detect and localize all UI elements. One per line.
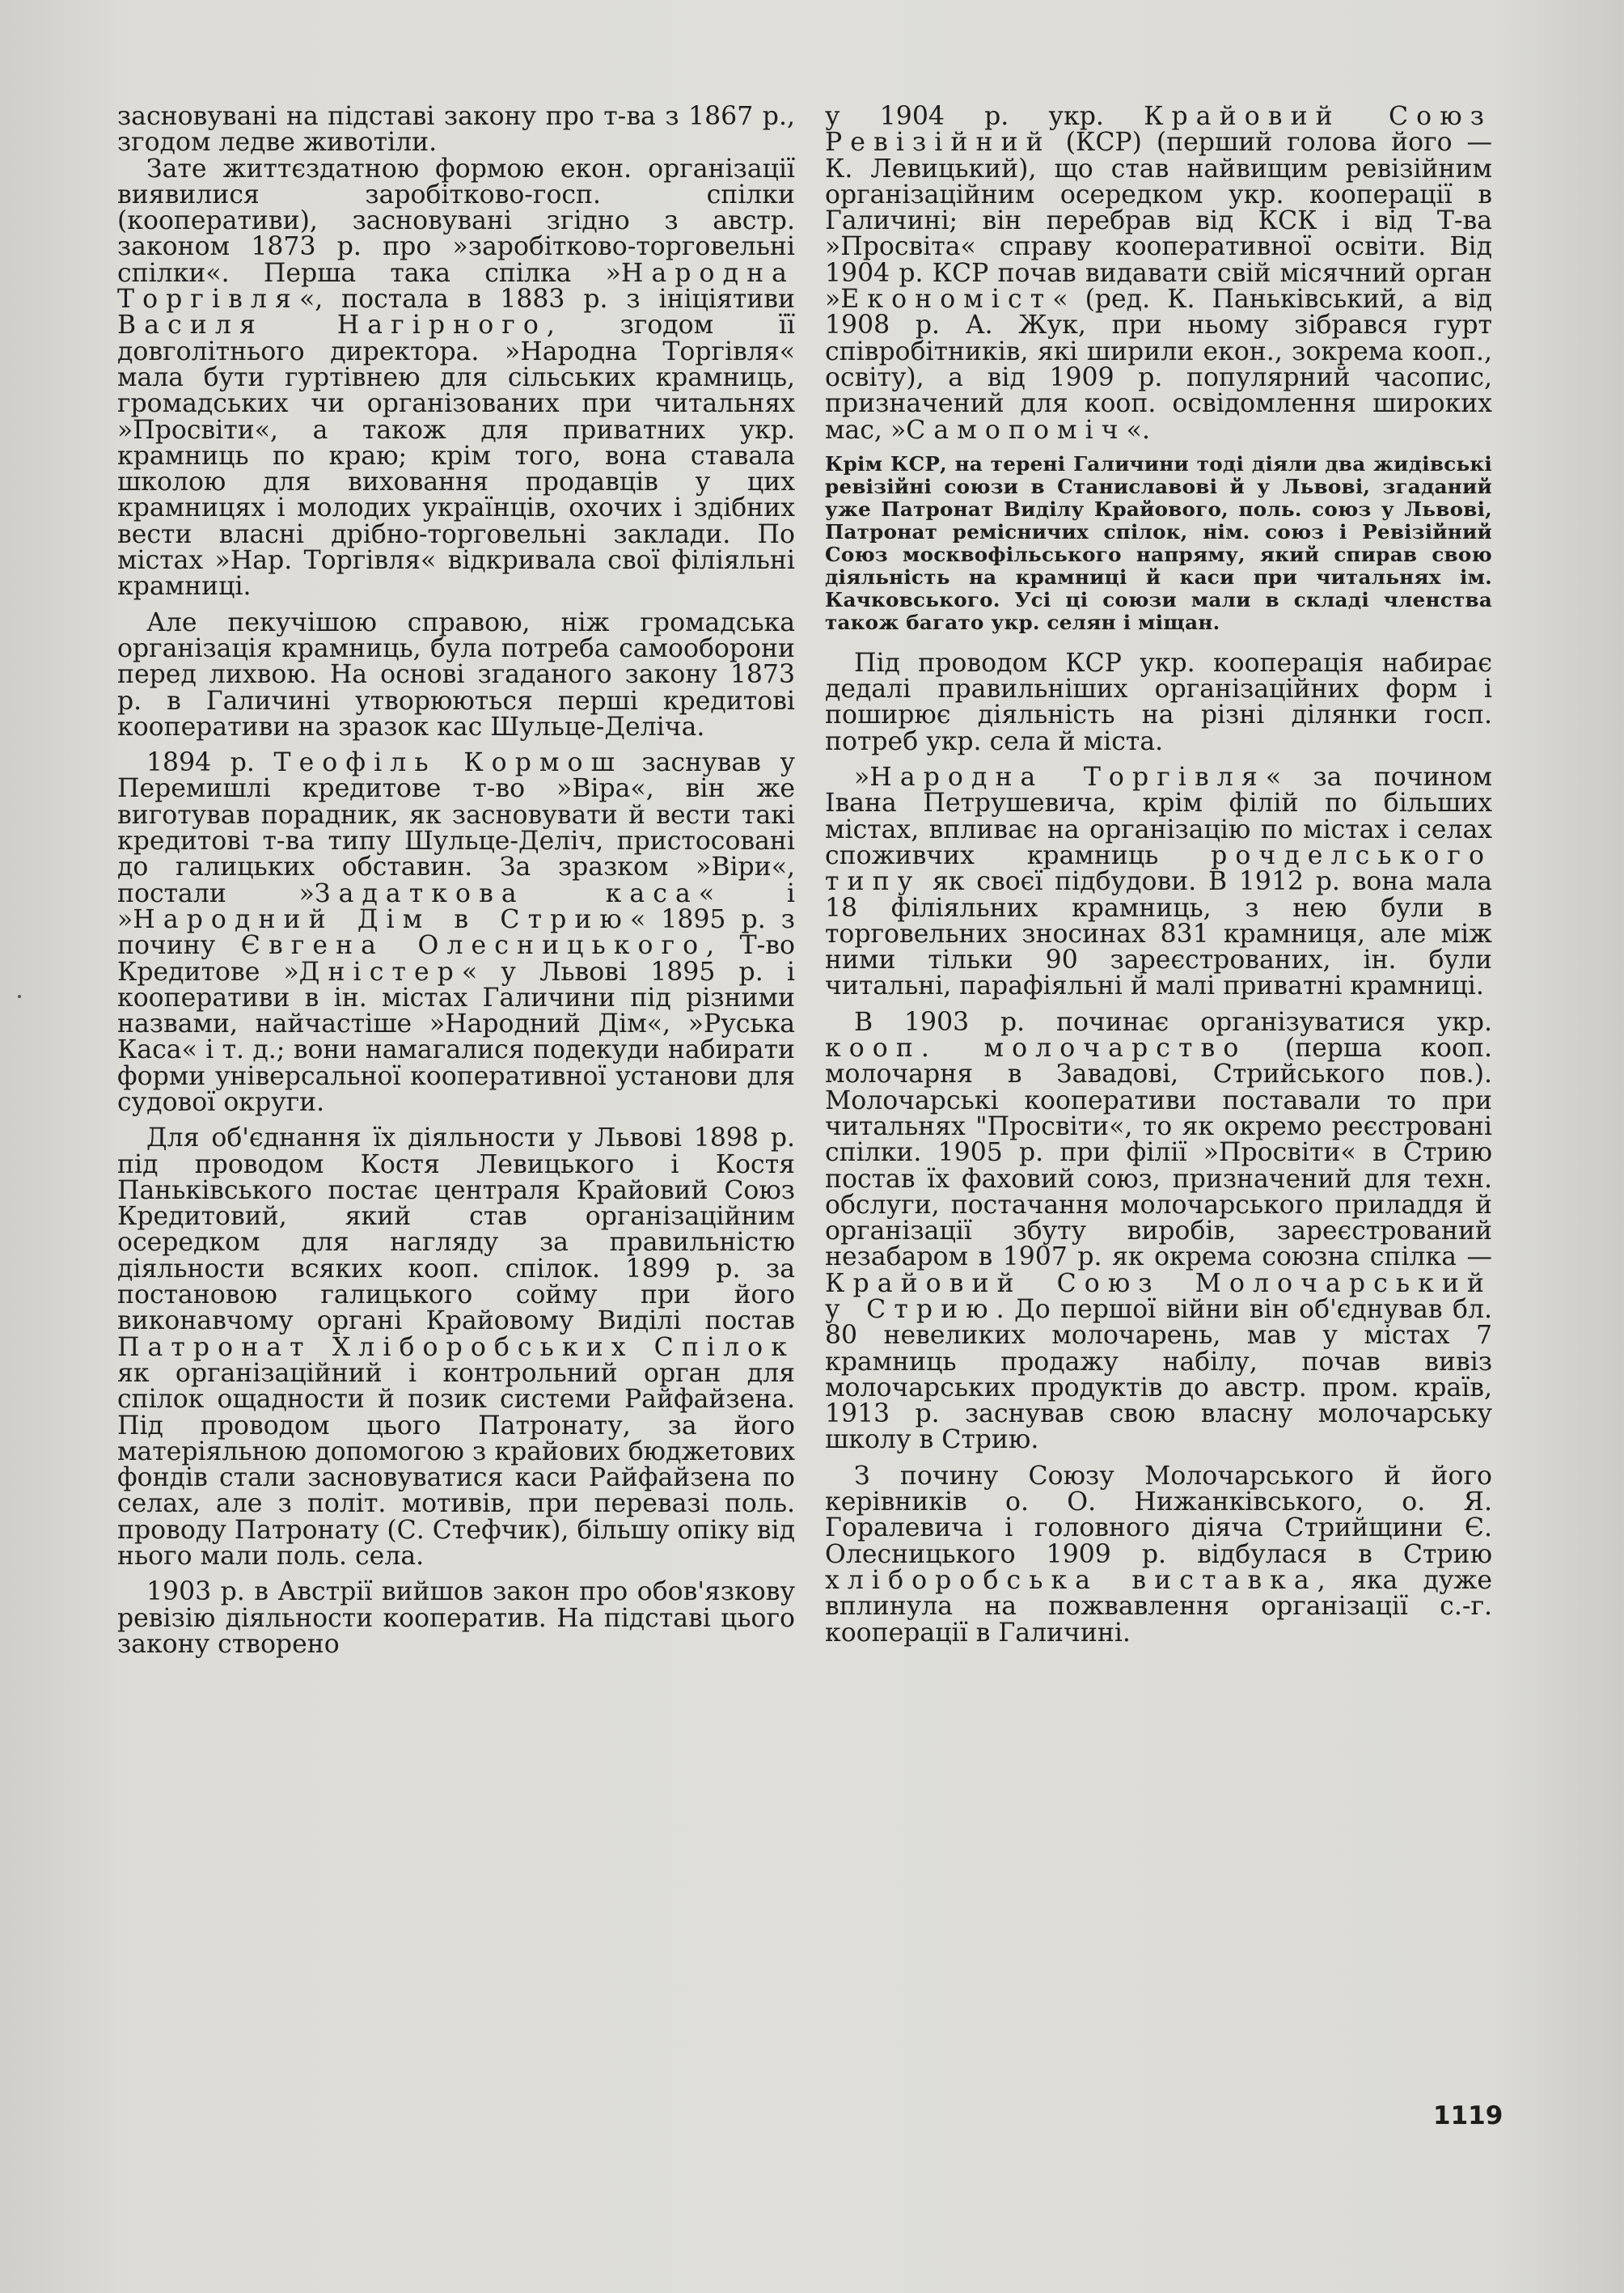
emphasis-text: кооп. молочарство [825, 1034, 1247, 1064]
paragraph: В 1903 р. починає організуватися укр. кооп. молочарство (перша кооп. молочарня в Завадові, Стрийського пов.). Молочарські кооперативи поставали то при читальнях "Просвіти«, то як окремо реєстровані спілки. 1905 р. при філії »Просвіти« в Стрию постав їх фаховий союз, призначений для техн. обслуги, постачання молочарського приладдя й організації збуту виробів, зареєстрований незабаром в 1907 р. як окрема союзна спілка — Крайовий Союз Молочарський у Стрию. До першої війни він об'єднував бл. 80 невеликих молочарень, мав у містах 7 крамниць продажу набілу, почав вивіз молочарських продуктів до австр. пром. країв, 1913 р. заснував свою власну молочарську школу в Стрию. [825, 1007, 1493, 1455]
paragraph: Зате життєздатною формою екон. організації виявилися заробітково-госп. спілки (кооперативи), засновувані згідно з австр. законом 1873 р. про »заробітково-торговельні спілки«. Перша така спілка »Народна Торгівля«, постала в 1883 р. з ініціятиви Василя Нагірного, згодом її довголітнього директора. »Народна Торгівля« мала бути гуртівнею для сільських крамниць, громадських чи організованих при читальнях »Просвіти«, а також для приватних укр. крамниць по краю; крім того, вона ставала школою для виховання продавців у цих крамницях і молодих українців, охочих і здібних вести власні дрібно-торговельні заклади. По містах »Нар. Торгівля« відкривала свої філіяльні крамниці. [117, 154, 795, 602]
paragraph: »Народна Торгівля« за почином Івана Петрушевича, крім філій по більших містах, впливає на організацію по містах і селах споживчих крамниць рочделського типу як своєї підбудови. В 1912 р. вона мала 18 філіяльних крамниць, з нею були в торговельних зносинах 831 крамниця, але між ними тільки 90 зареєстрованих, ін. були читальні, парафіяльні й малі приватні крамниці. [825, 763, 1492, 1001]
emphasis-text: Крайовий Союз Ревізійний [825, 102, 1492, 158]
right-column [825, 104, 1492, 1646]
paragraph: засновувані на підставі закону про т-ва з 1867 р., згодом ледве животіли. [117, 102, 795, 158]
paragraph: З почину Союзу Молочарського й його керівників о. О. Нижанківського, о. Я. Горалевича і головного діяча Стрийщини Є. Олесницького 1909 р. відбулася в Стрию хліборобська виставка, яка дуже вплинула на пожвавлення організації с.-г. кооперації в Галичині. [825, 1461, 1492, 1648]
emphasis-text: Крайовий Союз Молочарський у Стрию [825, 1268, 1492, 1324]
emphasis-text: Дністер [298, 957, 462, 987]
paragraph: Але пекучішою справою, ніж громадська організація крамниць, була потреба самооборони перед лихвою. На основі згаданого закону 1873 р. в Галичині утворюються перші кредитові кооперативи на зразок кас Шульце-Деліча. [117, 607, 795, 742]
emphasis-text: Євгена Олесницького [240, 931, 707, 961]
emphasis-text: Народна Торгівля [869, 763, 1266, 793]
margin-speck [18, 995, 21, 998]
small-print-note: Крім КСР, на терені Галичини тоді діяли два жидівські ревізійні союзи в Станиславові й у Львові, згаданий уже Патронат Виділу Крайового, поль. союз у Львові, Патронат ремісничих спілок, нім. союз і Ревізійний Союз москвофільського напряму, який спирав свою діяльність на крамниці й каси при читальнях ім. Качковського. Усі ці союзи мали в складі членства також багато укр. селян і міщан. [825, 451, 1492, 634]
paragraph: Під проводом КСР укр. кооперація набирає дедалі правильніших організаційних форм і поширює діяльність на різні ділянки госп. потреб укр. села й міста. [825, 648, 1492, 756]
paragraph: у 1904 р. укр. Крайовий Союз Ревізійний (КСР) (перший голова його — К. Левицький), що став найвищим ревізійним організаційним осередком укр. кооперації в Галичині; він перебрав від КСК і від Т-ва »Просвіта« справу кооперативної освіти. Від 1904 р. КСР почав видавати свій місячний орган »Економіст« (ред. К. Паньківський, а від 1908 р. А. Жук, при ньому зібрався гурт співробітників, які ширили екон., зокрема кооп., освіту), а від 1909 р. популярний часопис, призначений для кооп. освідомлення широких мас, »Самопоміч«. [825, 102, 1492, 445]
paragraph: Для об'єднання їх діяльности у Львові 1898 р. під проводом Костя Левицького і Костя Паньківського постає централя Крайовий Союз Кредитовий, який став організаційним осередком для нагляду за правильністю діяльности всяких кооп. спілок. 1899 р. за постановою галицького сойму при його виконавчому органі Крайовому Виділі постав Патронат Хліборобських Спілок як організаційний і контрольний орган для спілок ощадности й позик системи Райфайзена. Під проводом цього Патронату, за його матеріяльною допомогою з крайових бюджетових фондів стали засновуватися каси Райфайзена по селах, але з політ. мотивів, при перевазі поль. проводу Патронату (С. Стефчик), більшу опіку від нього мали поль. села. [117, 1123, 795, 1572]
emphasis-text: Народний Дім в Стрию [133, 904, 630, 934]
emphasis-text: Патронат Хліборобських Спілок [117, 1332, 795, 1362]
emphasis-text: Задаткова каса [314, 878, 699, 908]
emphasis-text: рочделського типу [825, 840, 1492, 897]
left-column [117, 104, 795, 1657]
emphasis-text: Народна Торгівля [117, 258, 795, 315]
emphasis-text: Самопоміч [906, 415, 1127, 445]
emphasis-text: хліборобська виставка [825, 1565, 1317, 1595]
emphasis-text: Василя Нагірного [117, 311, 547, 341]
paragraph: 1894 р. Теофіль Кормош заснував у Перемишлі кредитове т-во »Віра«, він же виготував порадник, як засновувати й вести такі кредитові т-ва типу Шульце-Деліч, пристосовані до галицьких обставин. За зразком »Віри«, постали »Задаткова каса« і »Народний Дім в Стрию« 1895 р. з почину Євгена Олесницького, Т-во Кредитове »Дністер« у Львові 1895 р. і кооперативи в ін. містах Галичини під різними назвами, найчастіше »Народний Дім«, »Руська Каса« і т. д.; вони намагалися подекуди набирати форми універсальної кооперативної установи для судової округи. [117, 748, 795, 1117]
paragraph: 1903 р. в Австрії вийшов закон про обов'язкову ревізію діяльности кооператив. На підставі цього закону створено [117, 1577, 795, 1659]
emphasis-text: Теофіль Кормош [273, 748, 623, 778]
page-number: 1119 [1433, 2101, 1503, 2130]
emphasis-text: Економіст [840, 285, 1053, 315]
